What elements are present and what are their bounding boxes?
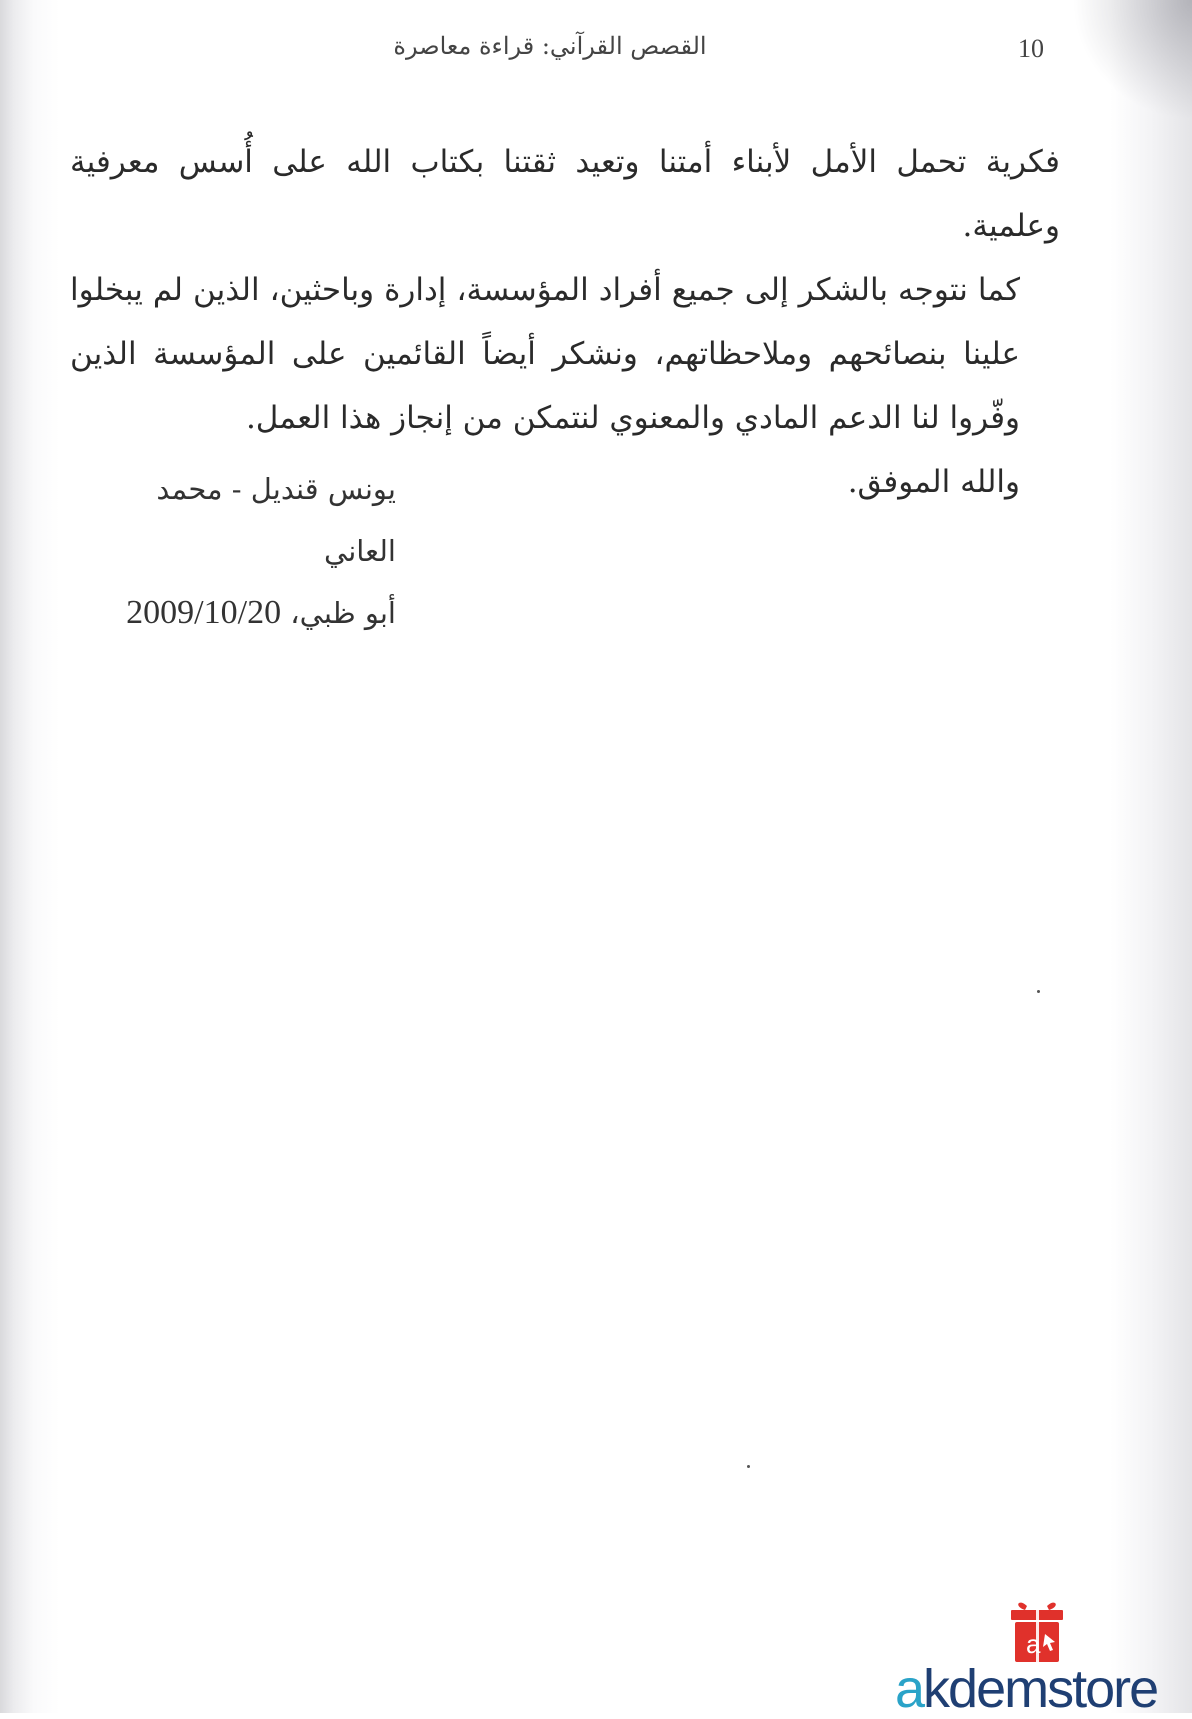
signature-block <box>76 458 396 644</box>
page-header <box>0 28 1192 76</box>
place-text: أبو ظبي، <box>290 596 396 630</box>
akdemstore-watermark <box>895 1596 1192 1719</box>
authors-line: يونس قنديل - محمد العاني <box>156 472 396 568</box>
paragraph-1: فكرية تحمل الأمل لأبناء أمتنا وتعيد ثقتنا بكتاب الله على أُسس معرفية وعلمية. <box>70 144 1060 244</box>
running-title: القصص القرآني: قراءة معاصرة <box>393 32 707 60</box>
watermark-icon-letter: a <box>1026 1629 1041 1659</box>
paragraph-2: كما نتوجه بالشكر إلى جميع أفراد المؤسسة، إدارة وباحثين، الذين لم يبخلوا علينا بنصائحهم وملاحظاتهم، ونشكر أيضاً القائمين على المؤسسة الذين وفّروا لنا الدعم المادي والمعنوي لنتمكن من إنجاز هذا العمل. <box>70 272 1020 436</box>
scan-speck <box>1037 990 1040 993</box>
place-date-line <box>76 582 396 644</box>
body-text <box>70 130 1060 514</box>
date-text: 2009/10/20 <box>126 594 282 631</box>
book-gift-icon <box>1005 1596 1069 1666</box>
paragraph-3: والله الموفق. <box>847 464 1020 500</box>
scan-speck <box>747 1465 750 1468</box>
watermark-brand-first: a <box>895 1659 924 1719</box>
page-number: 10 <box>1018 34 1044 63</box>
watermark-brand-rest: kdemstore <box>923 1659 1158 1719</box>
watermark-brand-text <box>895 1659 1158 1719</box>
